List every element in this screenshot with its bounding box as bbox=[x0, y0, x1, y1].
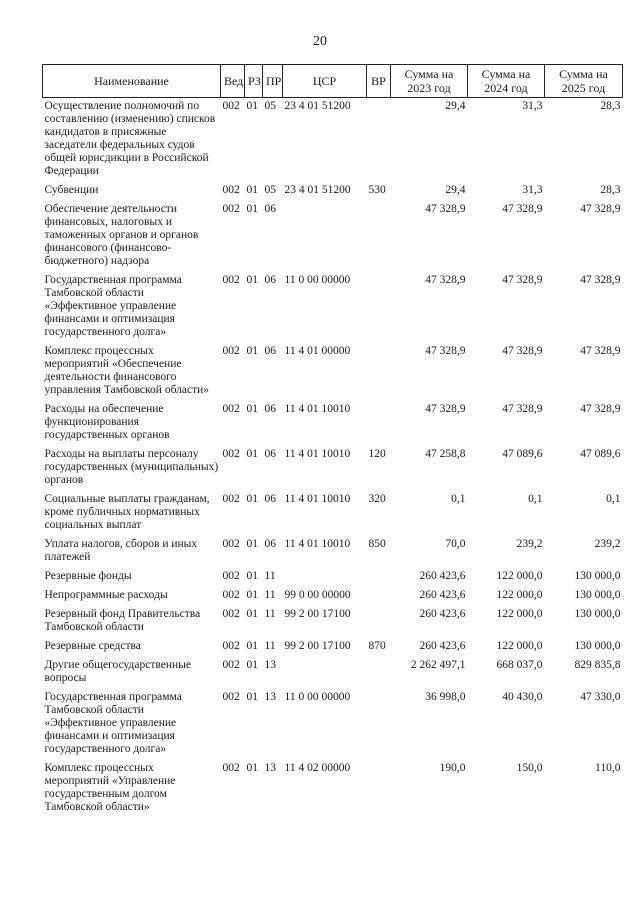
table-row bbox=[43, 98, 623, 183]
row-rz: 01 bbox=[246, 570, 258, 582]
row-vr bbox=[367, 760, 391, 818]
row-pr: 13 bbox=[264, 659, 276, 671]
row-rz: 01 bbox=[246, 691, 258, 703]
row-sum-2023: 47 328,9 bbox=[425, 345, 466, 357]
row-sum-2025: 28,3 bbox=[600, 100, 621, 112]
row-sum-2024: 122 000,0 bbox=[496, 570, 543, 582]
row-vr bbox=[367, 201, 391, 272]
row-vr bbox=[367, 657, 391, 689]
header-vr: ВР bbox=[367, 65, 391, 98]
row-vr: 320 bbox=[368, 493, 386, 505]
row-ved: 002 bbox=[222, 589, 240, 601]
header-rz: РЗ bbox=[245, 65, 263, 98]
row-csr bbox=[283, 657, 367, 689]
row-vr bbox=[367, 272, 391, 343]
row-sum-2023: 36 998,0 bbox=[425, 691, 466, 703]
row-csr: 11 4 01 00000 bbox=[284, 345, 351, 357]
row-rz: 01 bbox=[246, 274, 258, 286]
row-ved: 002 bbox=[222, 203, 240, 215]
row-sum-2025: 47 328,9 bbox=[580, 203, 621, 215]
row-ved: 002 bbox=[222, 274, 240, 286]
row-name: Уплата налогов, сборов и иных платежей bbox=[44, 538, 198, 563]
row-sum-2024: 47 328,9 bbox=[502, 403, 543, 415]
row-sum-2023: 0,1 bbox=[451, 493, 466, 505]
header-name: Наименование bbox=[43, 65, 221, 98]
row-pr: 11 bbox=[264, 589, 276, 601]
header-sum-2023: Сумма на 2023 год bbox=[391, 65, 468, 98]
row-sum-2023: 190,0 bbox=[439, 762, 466, 774]
table-row bbox=[43, 638, 623, 657]
row-vr bbox=[367, 401, 391, 446]
row-rz: 01 bbox=[246, 403, 258, 415]
row-vr: 850 bbox=[368, 538, 386, 550]
row-vr: 120 bbox=[368, 448, 386, 460]
budget-table bbox=[42, 64, 623, 818]
row-vr bbox=[367, 98, 391, 183]
row-sum-2023: 70,0 bbox=[445, 538, 466, 550]
row-sum-2025: 130 000,0 bbox=[574, 570, 621, 582]
table-row bbox=[43, 606, 623, 638]
row-ved: 002 bbox=[222, 659, 240, 671]
row-rz: 01 bbox=[246, 100, 258, 112]
row-sum-2023: 260 423,6 bbox=[419, 570, 466, 582]
row-ved: 002 bbox=[222, 608, 240, 620]
table-row bbox=[43, 587, 623, 606]
table-row bbox=[43, 272, 623, 343]
row-sum-2024: 47 328,9 bbox=[502, 274, 543, 286]
table-row bbox=[43, 657, 623, 689]
table-row bbox=[43, 689, 623, 760]
row-ved: 002 bbox=[222, 538, 240, 550]
row-csr: 11 4 02 00000 bbox=[284, 762, 351, 774]
row-rz: 01 bbox=[246, 640, 258, 652]
row-name: Осуществление полномочий по составлению (изменению) списков кандидатов в присяжные заседатели федеральных судов общей юрисдикции в Российской Федерации bbox=[44, 100, 216, 177]
table-row bbox=[43, 201, 623, 272]
row-pr: 11 bbox=[264, 570, 276, 582]
table-header-row bbox=[43, 65, 623, 98]
row-sum-2023: 2 262 497,1 bbox=[410, 659, 466, 671]
row-csr bbox=[283, 201, 367, 272]
row-name: Расходы на обеспечение функционирования государственных органов bbox=[44, 403, 170, 441]
row-csr: 11 4 01 10010 bbox=[284, 403, 351, 415]
header-csr: ЦСР bbox=[283, 65, 367, 98]
table-row bbox=[43, 446, 623, 491]
row-ved: 002 bbox=[222, 403, 240, 415]
row-csr: 23 4 01 51200 bbox=[284, 100, 351, 112]
row-name: Государственная программа Тамбовской области «Эффективное управление финансами и оптимизация государственного долга» bbox=[44, 691, 182, 755]
row-pr: 06 bbox=[264, 448, 276, 460]
row-sum-2024: 668 037,0 bbox=[496, 659, 543, 671]
row-pr: 06 bbox=[264, 403, 276, 415]
row-pr: 11 bbox=[264, 640, 276, 652]
row-pr: 06 bbox=[264, 493, 276, 505]
row-sum-2024: 47 328,9 bbox=[502, 203, 543, 215]
row-csr bbox=[283, 568, 367, 587]
table-row bbox=[43, 536, 623, 568]
row-pr: 06 bbox=[264, 203, 276, 215]
row-pr: 06 bbox=[264, 538, 276, 550]
row-sum-2025: 47 328,9 bbox=[580, 403, 621, 415]
row-pr: 06 bbox=[264, 345, 276, 357]
header-ved: Вед bbox=[221, 65, 245, 98]
row-csr: 23 4 01 51200 bbox=[284, 184, 351, 196]
row-ved: 002 bbox=[222, 100, 240, 112]
row-sum-2025: 47 330,0 bbox=[580, 691, 621, 703]
row-sum-2025: 130 000,0 bbox=[574, 608, 621, 620]
table-row bbox=[43, 491, 623, 536]
row-pr: 11 bbox=[264, 608, 276, 620]
row-sum-2025: 130 000,0 bbox=[574, 640, 621, 652]
row-rz: 01 bbox=[246, 345, 258, 357]
row-csr: 11 4 01 10010 bbox=[284, 493, 351, 505]
row-rz: 01 bbox=[246, 493, 258, 505]
row-name: Резервные фонды bbox=[44, 570, 132, 582]
row-sum-2024: 31,3 bbox=[522, 100, 543, 112]
row-sum-2024: 122 000,0 bbox=[496, 608, 543, 620]
row-ved: 002 bbox=[222, 493, 240, 505]
row-name: Резервный фонд Правительства Тамбовской области bbox=[44, 608, 201, 633]
row-pr: 13 bbox=[264, 762, 276, 774]
row-sum-2025: 0,1 bbox=[606, 493, 621, 505]
row-vr bbox=[367, 606, 391, 638]
row-csr: 99 2 00 17100 bbox=[284, 608, 351, 620]
row-csr: 99 0 00 00000 bbox=[284, 589, 351, 601]
row-sum-2024: 122 000,0 bbox=[496, 589, 543, 601]
row-vr: 870 bbox=[368, 640, 386, 652]
row-pr: 05 bbox=[264, 184, 276, 196]
header-sum-2025: Сумма на 2025 год bbox=[545, 65, 623, 98]
table-row bbox=[43, 343, 623, 401]
row-ved: 002 bbox=[222, 640, 240, 652]
row-sum-2024: 0,1 bbox=[528, 493, 543, 505]
row-ved: 002 bbox=[222, 184, 240, 196]
row-vr bbox=[367, 343, 391, 401]
row-ved: 002 bbox=[222, 762, 240, 774]
row-rz: 01 bbox=[246, 659, 258, 671]
row-csr: 11 0 00 00000 bbox=[284, 274, 351, 286]
row-pr: 13 bbox=[264, 691, 276, 703]
row-sum-2024: 31,3 bbox=[522, 184, 543, 196]
table-row bbox=[43, 760, 623, 818]
row-sum-2023: 260 423,6 bbox=[419, 589, 466, 601]
row-pr: 06 bbox=[264, 274, 276, 286]
row-vr bbox=[367, 568, 391, 587]
table-row bbox=[43, 182, 623, 201]
row-sum-2023: 47 258,8 bbox=[425, 448, 466, 460]
row-sum-2023: 29,4 bbox=[445, 184, 466, 196]
row-sum-2024: 47 089,6 bbox=[502, 448, 543, 460]
row-name: Резервные средства bbox=[44, 640, 141, 652]
row-sum-2024: 40 430,0 bbox=[502, 691, 543, 703]
header-sum-2024: Сумма на 2024 год bbox=[468, 65, 545, 98]
row-name: Расходы на выплаты персоналу государственных (муниципальных) органов bbox=[44, 448, 219, 486]
row-sum-2023: 260 423,6 bbox=[419, 608, 466, 620]
row-ved: 002 bbox=[222, 345, 240, 357]
row-vr: 530 bbox=[368, 184, 386, 196]
row-name: Другие общегосударственные вопросы bbox=[44, 659, 191, 684]
row-rz: 01 bbox=[246, 538, 258, 550]
row-sum-2025: 130 000,0 bbox=[574, 589, 621, 601]
row-name: Комплекс процессных мероприятий «Управление государственным долгом Тамбовской области» bbox=[44, 762, 176, 813]
row-pr: 05 bbox=[264, 100, 276, 112]
row-csr: 11 0 00 00000 bbox=[284, 691, 351, 703]
row-sum-2023: 260 423,6 bbox=[419, 640, 466, 652]
row-ved: 002 bbox=[222, 570, 240, 582]
row-sum-2023: 47 328,9 bbox=[425, 203, 466, 215]
row-rz: 01 bbox=[246, 203, 258, 215]
row-sum-2023: 47 328,9 bbox=[425, 403, 466, 415]
row-name: Социальные выплаты гражданам, кроме публичных нормативных социальных выплат bbox=[44, 493, 210, 531]
row-sum-2025: 47 089,6 bbox=[580, 448, 621, 460]
row-sum-2025: 829 835,8 bbox=[574, 659, 621, 671]
row-rz: 01 bbox=[246, 184, 258, 196]
row-ved: 002 bbox=[222, 448, 240, 460]
row-name: Непрограммные расходы bbox=[44, 589, 168, 601]
row-name: Государственная программа Тамбовской области «Эффективное управление финансами и оптимизация государственного долга» bbox=[44, 274, 182, 338]
table-body bbox=[43, 98, 623, 819]
row-vr bbox=[367, 689, 391, 760]
row-rz: 01 bbox=[246, 608, 258, 620]
row-csr: 11 4 01 10010 bbox=[284, 448, 351, 460]
row-sum-2024: 239,2 bbox=[516, 538, 543, 550]
table-row bbox=[43, 401, 623, 446]
row-sum-2023: 47 328,9 bbox=[425, 274, 466, 286]
row-sum-2025: 47 328,9 bbox=[580, 274, 621, 286]
row-sum-2025: 239,2 bbox=[594, 538, 621, 550]
row-name: Обеспечение деятельности финансовых, налоговых и таможенных органов и органов финансового (финансово-бюджетного) надзора bbox=[44, 203, 199, 267]
table-row bbox=[43, 568, 623, 587]
row-sum-2025: 28,3 bbox=[600, 184, 621, 196]
row-sum-2024: 150,0 bbox=[516, 762, 543, 774]
row-sum-2024: 47 328,9 bbox=[502, 345, 543, 357]
row-sum-2023: 29,4 bbox=[445, 100, 466, 112]
row-name: Комплекс процессных мероприятий «Обеспечение деятельности финансового управления Тамбовской области» bbox=[44, 345, 210, 396]
row-rz: 01 bbox=[246, 589, 258, 601]
header-pr: ПР bbox=[263, 65, 283, 98]
row-rz: 01 bbox=[246, 762, 258, 774]
row-csr: 99 2 00 17100 bbox=[284, 640, 351, 652]
row-rz: 01 bbox=[246, 448, 258, 460]
row-csr: 11 4 01 10010 bbox=[284, 538, 351, 550]
page-number: 20 bbox=[313, 34, 327, 49]
row-ved: 002 bbox=[222, 691, 240, 703]
row-sum-2025: 47 328,9 bbox=[580, 345, 621, 357]
row-name: Субвенции bbox=[44, 184, 99, 196]
row-sum-2025: 110,0 bbox=[595, 762, 621, 774]
row-sum-2024: 122 000,0 bbox=[496, 640, 543, 652]
row-vr bbox=[367, 587, 391, 606]
